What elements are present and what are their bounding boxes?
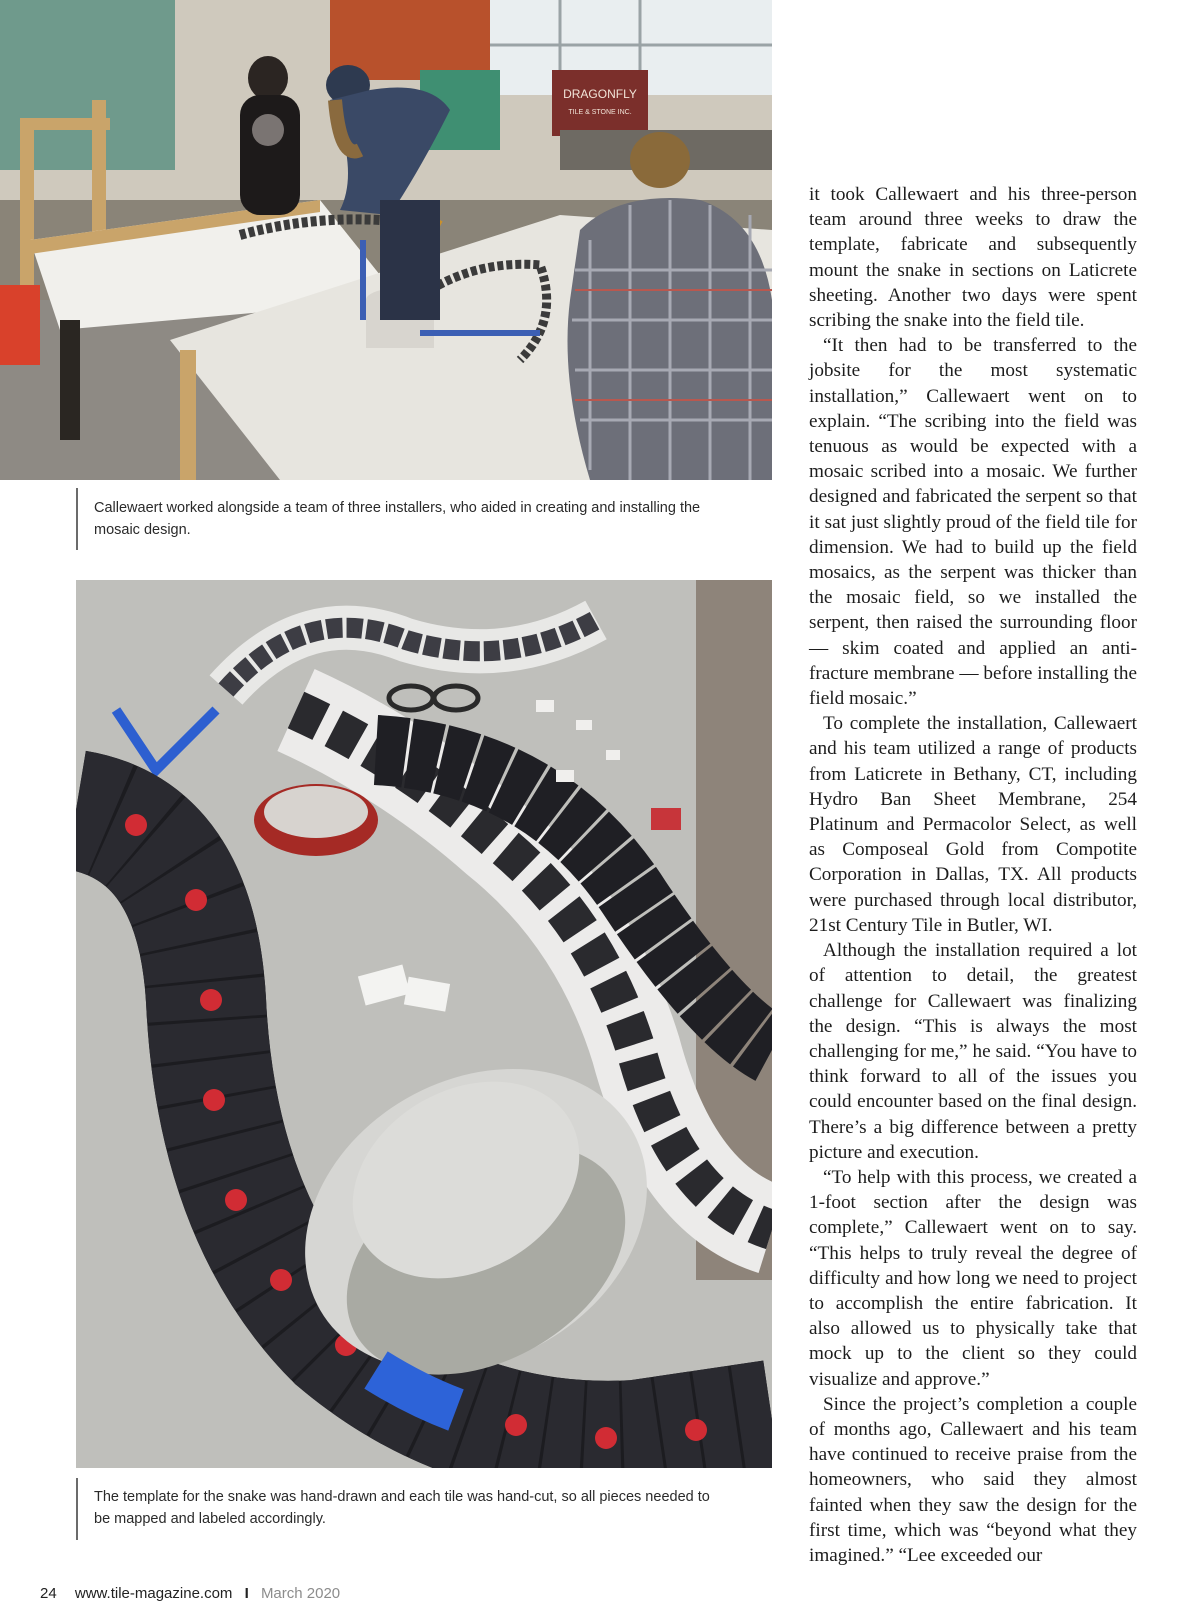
article-body	[809, 182, 1137, 1568]
sign-line1: DRAGONFLY	[563, 87, 637, 101]
issue-date: March 2020	[260, 1585, 341, 1602]
article-paragraph: To complete the installation, Callewaert and his team utilized a range of products from Laticrete in Bethany, CT, including Hydro Ban Sheet Membrane, 254 Platinum and Permacolor Select, as well as Composeal Gold from Compotite Corporation in Dallas, TX. All products were purchased through local distributor, 21st Century Tile in Butler, WI.	[809, 713, 1137, 936]
sign-line2: TILE & STONE INC.	[568, 109, 632, 116]
footer-separator: I	[244, 1585, 249, 1602]
dragonfly-sign	[552, 70, 648, 136]
page-number: 24	[40, 1585, 57, 1602]
workshop-photo	[0, 0, 772, 480]
photo-caption-1: Callewaert worked alongside a team of three installers, who aided in creating and installing the mosaic design.	[76, 488, 726, 550]
website-link[interactable]: www.tile-magazine.com	[74, 1585, 233, 1602]
article-paragraph: it took Callewaert and his three-person team around three weeks to draw the template, fabricate and subsequently mount the snake in sections on Laticrete sheeting. Another two days were spent scribing the snake into the field tile.	[809, 184, 1137, 332]
article-paragraph: Although the installation required a lot of attention to detail, the greatest challenge for Callewaert was finalizing the design. “This is always the most challenging for me,” he said. “You have to think forward to all of the issues you could encounter based on the final design. There’s a big difference between a pretty picture and execution.	[809, 940, 1137, 1163]
photo-caption-2: The template for the snake was hand-drawn and each tile was hand-cut, so all pieces needed to be mapped and labeled accordingly.	[76, 1478, 726, 1540]
article-paragraph: “It then had to be transferred to the jobsite for the most systematic installation,” Callewaert went on to explain. “The scribing into the field was tenuous as would be expected with a mosaic scribed into a mosaic. We further designed and fabricated the serpent so that it sat just slightly proud of the field tile for dimension. We had to build up the field mosaics, as the serpent was thicker than the mosaic field, so we installed the serpent, then raised the surrounding floor — skim coated and applied an anti-fracture membrane — before installing the field mosaic.”	[809, 335, 1137, 710]
article-paragraph: “To help with this process, we created a 1-foot section after the design was complete,” Callewaert went on to say. “This helps to truly reveal the degree of difficulty and how long we need to project to accomplish the entire fabrication. It also allowed us to physically take that mock up to the client so they could visualize and approve.”	[809, 1166, 1137, 1390]
page-footer	[40, 1585, 340, 1602]
article-paragraph: Since the project’s completion a couple of months ago, Callewaert and his team have continued to receive praise from the homeowners, who said they almost fainted when they saw the design for the first time, which was “beyond what they imagined.” “Lee exceeded our	[809, 1393, 1137, 1566]
mosaic-template-photo	[76, 580, 772, 1468]
